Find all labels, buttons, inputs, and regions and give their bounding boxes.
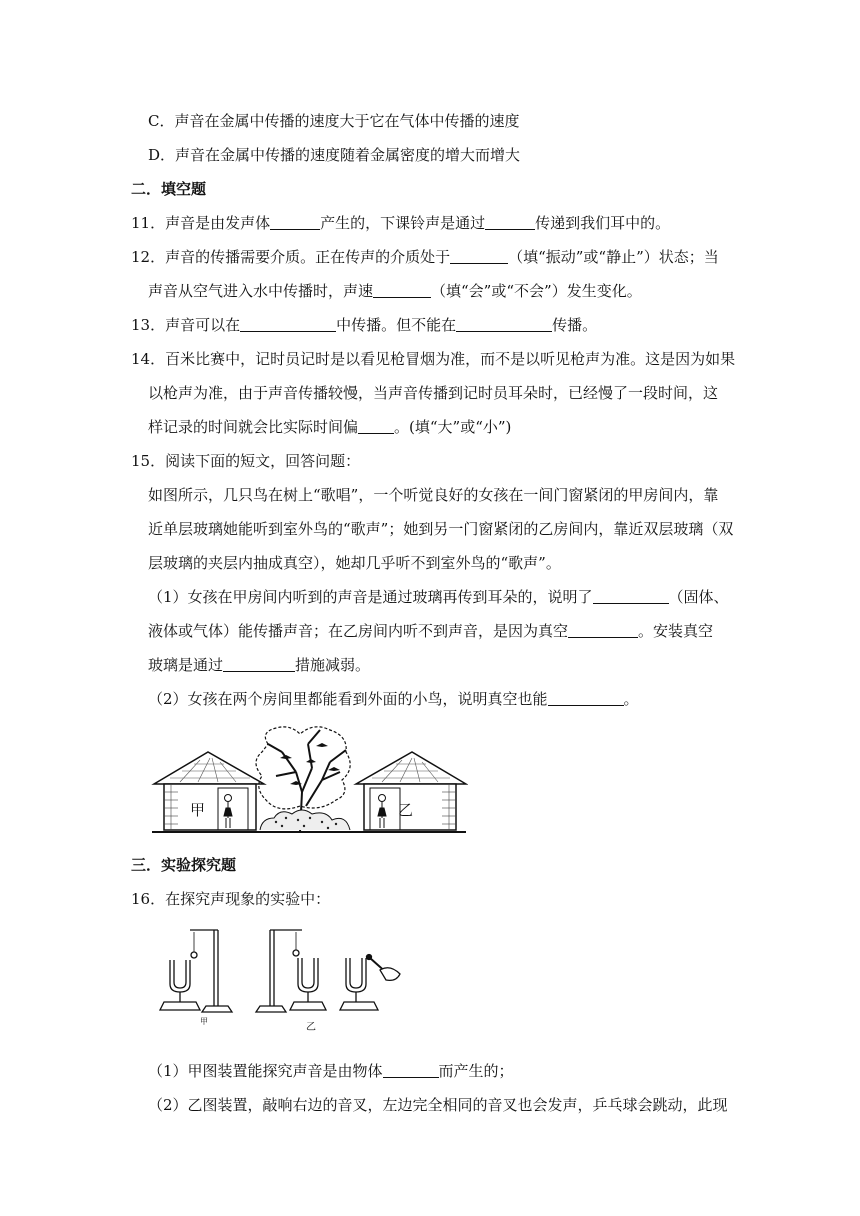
q16-s1-text-b: 而产生的；: [438, 1062, 514, 1080]
q12-text-4: （填“会”或“不会”）发生变化。: [431, 282, 642, 300]
q15-blank-1[interactable]: [593, 589, 669, 604]
q15-blank-3[interactable]: [223, 657, 295, 672]
q15-s2-text-b: 。: [623, 690, 639, 708]
q13-blank-1[interactable]: [240, 317, 336, 332]
q15-passage-line-1: 如图所示，几只鸟在树上“歌唱”，一个听觉良好的女孩在一间门窗紧闭的甲房间内，靠: [148, 486, 719, 504]
tree-with-birds: [256, 727, 350, 832]
q15-sub1-line-2: [148, 621, 713, 641]
q12-text-3: 声音从空气进入水中传播时，声速: [148, 282, 374, 300]
setup-jia: [160, 930, 232, 1012]
q11-text-1: 11．声音是由发声体: [131, 214, 271, 232]
q14-text-3b: 。(填“大”或“小”): [394, 418, 512, 436]
q11-blank-2[interactable]: [485, 215, 535, 230]
houses-tree-figure: [150, 722, 468, 836]
q12-text-1: 12．声音的传播需要介质。正在传声的介质处于: [131, 248, 451, 266]
q13-blank-2[interactable]: [456, 317, 552, 332]
q15-s1-text-d: 。安装真空: [638, 622, 714, 640]
question-12-line-1: [131, 247, 719, 267]
q15-blank-2[interactable]: [568, 623, 638, 638]
label-yi: 乙: [306, 1022, 316, 1032]
question-15-intro: 15．阅读下面的短文，回答问题：: [131, 452, 361, 470]
question-14-line-3: [148, 417, 511, 437]
q15-sub1-line-1: [148, 587, 729, 607]
question-12-line-2: [148, 281, 642, 301]
q16-s1-text-a: （1）甲图装置能探究声音是由物体: [148, 1062, 383, 1080]
q15-sub2: [148, 689, 639, 709]
section-title-experiment: 三．实验探究题: [131, 856, 237, 874]
q15-s1-text-f: 措施减弱。: [295, 656, 371, 674]
q15-sub1-line-3: [148, 655, 370, 675]
q11-blank-1[interactable]: [270, 215, 320, 230]
q12-text-2: （填“振动”或“静止”）状态；当: [508, 248, 719, 266]
q12-blank-2[interactable]: [373, 283, 431, 298]
option-d: D．声音在金属中传播的速度随着金属密度的增大而增大: [148, 146, 521, 164]
q15-s2-text-a: （2）女孩在两个房间里都能看到外面的小鸟，说明真空也能: [148, 690, 548, 708]
q15-s1-text-b: （固体、: [668, 588, 729, 606]
q15-blank-4[interactable]: [548, 691, 624, 706]
q15-s1-text-e: 玻璃是通过: [148, 656, 224, 674]
label-jia: 甲: [200, 1017, 208, 1026]
section-title-fill-in: 二．填空题: [131, 180, 207, 198]
q15-passage-line-2: 近单层玻璃她能听到室外鸟的“歌声”；她到另一门窗紧闭的乙房间内，靠近双层玻璃（双: [148, 520, 734, 538]
question-13: [131, 315, 597, 335]
question-11: [131, 213, 670, 233]
label-right-house: 乙: [398, 801, 414, 819]
question-14-line-1: 14．百米比赛中，记时员记时是以看见枪冒烟为准，而不是以听见枪声为准。这是因为如果: [131, 350, 736, 368]
q14-blank[interactable]: [358, 419, 394, 434]
q15-s1-text-a: （1）女孩在甲房间内听到的声音是通过玻璃再传到耳朵的，说明了: [148, 588, 593, 606]
q16-blank-1[interactable]: [383, 1063, 439, 1078]
q13-text-3: 传播。: [552, 316, 598, 334]
q15-passage-line-3: 层玻璃的夹层内抽成真空），她却几乎听不到室外鸟的“歌声”。: [148, 554, 561, 572]
q14-text-3a: 样记录的时间就会比实际时间偏: [148, 418, 359, 436]
q11-text-2: 产生的，下课铃声是通过: [320, 214, 486, 232]
setup-yi: [256, 930, 400, 1012]
question-14-line-2: 以枪声为准，由于声音传播较慢，当声音传播到记时员耳朵时，已经慢了一段时间，这: [148, 384, 719, 402]
left-house: [154, 752, 264, 830]
q12-blank-1[interactable]: [450, 249, 508, 264]
q15-s1-text-c: 液体或气体）能传播声音；在乙房间内听不到声音，是因为真空: [148, 622, 569, 640]
label-left-house: 甲: [190, 801, 206, 819]
option-c: C．声音在金属中传播的速度大于它在气体中传播的速度: [148, 112, 520, 130]
q11-text-3: 传递到我们耳中的。: [535, 214, 671, 232]
tuning-fork-figure: [156, 922, 406, 1032]
q16-sub2: （2）乙图装置，敲响右边的音叉，左边完全相同的音叉也会发声，乒乓球会跳动，此现: [148, 1096, 728, 1114]
q13-text-2: 中传播。但不能在: [336, 316, 457, 334]
q13-text-1: 13．声音可以在: [131, 316, 241, 334]
q16-sub1: [148, 1061, 514, 1081]
question-16-intro: 16．在探究声现象的实验中：: [131, 890, 331, 908]
